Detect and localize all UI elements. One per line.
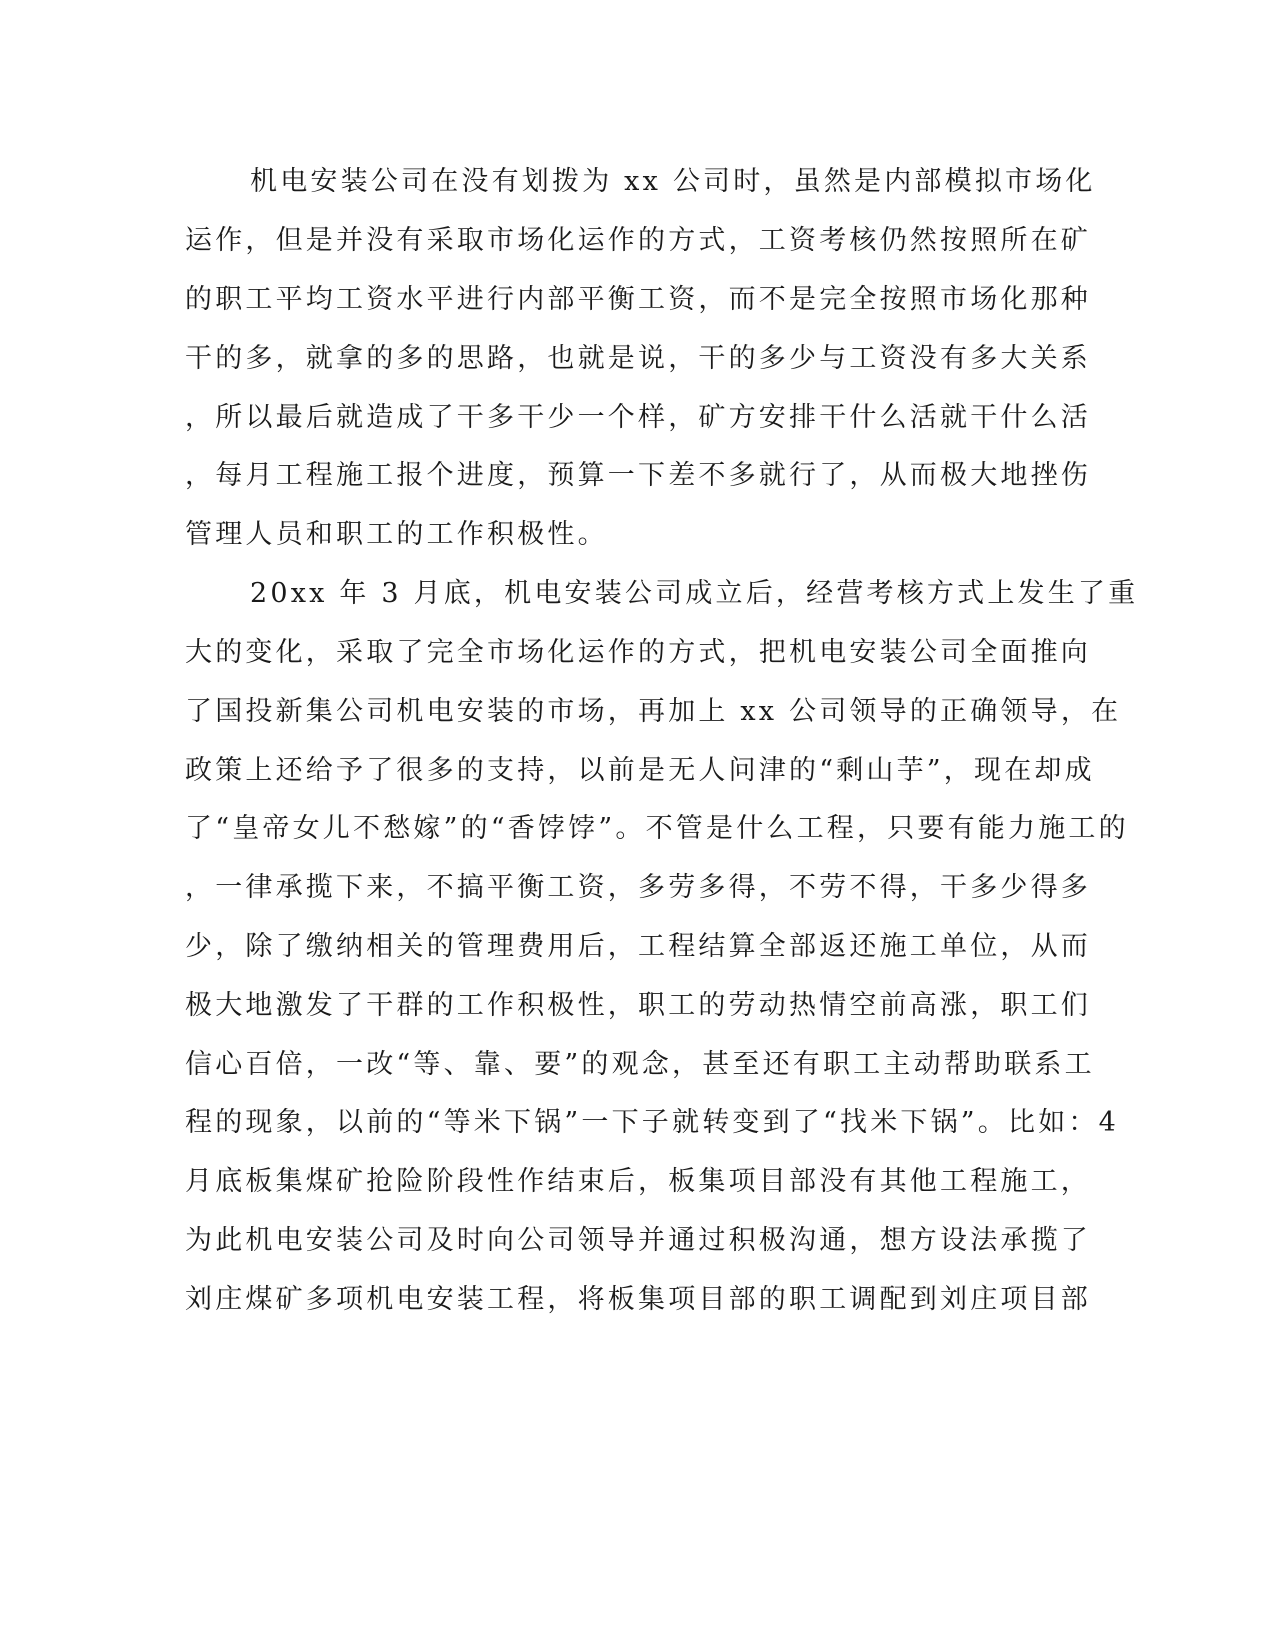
paragraph-1-line-6: ，每月工程施工报个进度，预算一下差不多就行了，从而极大地挫伤 (185, 460, 1091, 491)
paragraph-1-line-7: 管理人员和职工的工作积极性。 (185, 519, 608, 550)
paragraph-2-line-7: 少，除了缴纳相关的管理费用后，工程结算全部返还施工单位，从而 (185, 931, 1091, 962)
paragraph-2-line-1: 20xx 年 3 月底，机电安装公司成立后，经营考核方式上发生了重 (250, 578, 1139, 609)
paragraph-2-line-4: 政策上还给予了很多的支持，以前是无人问津的“剩山芋”，现在却成 (185, 755, 1095, 786)
paragraph-2-line-13: 刘庄煤矿多项机电安装工程，将板集项目部的职工调配到刘庄项目部 (185, 1284, 1091, 1315)
paragraph-2-line-12: 为此机电安装公司及时向公司领导并通过积极沟通，想方设法承揽了 (185, 1225, 1091, 1256)
paragraph-1-line-5: ，所以最后就造成了干多干少一个样，矿方安排干什么活就干什么活 (185, 402, 1091, 433)
paragraph-2-line-8: 极大地激发了干群的工作积极性，职工的劳动热情空前高涨，职工们 (185, 990, 1091, 1021)
paragraph-2-line-3: 了国投新集公司机电安装的市场，再加上 xx 公司领导的正确领导，在 (185, 696, 1122, 727)
paragraph-2-line-5: 了“皇帝女儿不愁嫁”的“香饽饽”。不管是什么工程，只要有能力施工的 (185, 813, 1129, 844)
paragraph-2-line-10: 程的现象，以前的“等米下锅”一下子就转变到了“找米下锅”。比如：4 (185, 1107, 1119, 1138)
paragraph-2-line-9: 信心百倍，一改“等、靠、要”的观念，甚至还有职工主动帮助联系工 (185, 1049, 1095, 1080)
paragraph-2-line-2: 大的变化，采取了完全市场化运作的方式，把机电安装公司全面推向 (185, 637, 1091, 668)
paragraph-2-line-11: 月底板集煤矿抢险阶段性作结束后，板集项目部没有其他工程施工， (185, 1166, 1091, 1197)
paragraph-1-line-2: 运作，但是并没有采取市场化运作的方式，工资考核仍然按照所在矿 (185, 225, 1091, 256)
paragraph-1-line-1: 机电安装公司在没有划拨为 xx 公司时，虽然是内部模拟市场化 (250, 166, 1096, 197)
paragraph-1-line-3: 的职工平均工资水平进行内部平衡工资，而不是完全按照市场化那种 (185, 284, 1091, 315)
paragraph-2-line-6: ，一律承揽下来，不搞平衡工资，多劳多得，不劳不得，干多少得多 (185, 872, 1091, 903)
paragraph-1-line-4: 干的多，就拿的多的思路，也就是说，干的多少与工资没有多大关系 (185, 343, 1091, 374)
